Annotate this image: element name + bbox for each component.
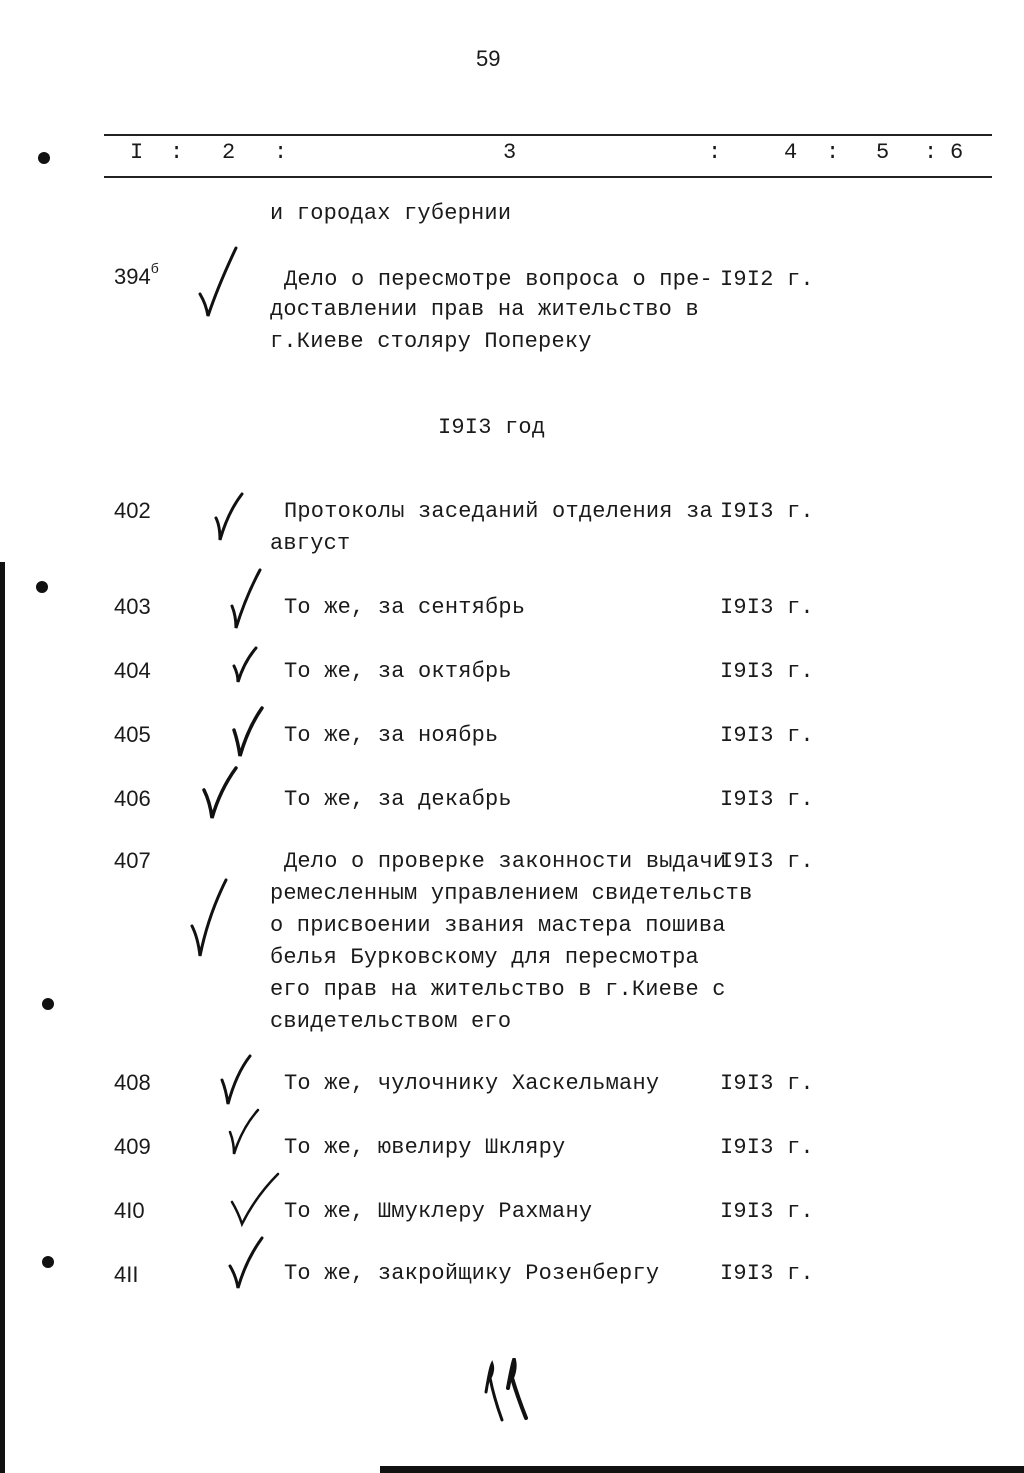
checkmark-icon: [196, 246, 240, 322]
entry-description: доставлении прав на жительство в: [270, 297, 699, 322]
column-4: 4: [784, 140, 798, 165]
scan-bottom-border: [380, 1466, 1024, 1473]
header-bottom-rule: [104, 176, 992, 178]
entry-number: 408: [114, 1070, 151, 1095]
entry-date: I9I3 г.: [720, 1071, 814, 1096]
entry-number: 402: [114, 498, 151, 523]
column-separator: :: [708, 140, 722, 165]
entry-description: Протоколы заседаний отделения за: [284, 499, 713, 524]
entry-number: 404: [114, 658, 151, 683]
checkmark-icon: [226, 1234, 266, 1292]
column-separator: :: [274, 140, 288, 165]
binding-hole: [36, 581, 48, 593]
entry-description: свидетельством его: [270, 1009, 512, 1034]
entry-number: 4II: [114, 1262, 139, 1287]
page-number: 59: [476, 46, 501, 71]
entry-number: $394^б$: [114, 260, 159, 289]
entry-description: Дело о пересмотре вопроса о пре-: [284, 267, 713, 292]
checkmark-icon: [186, 876, 232, 960]
checkmark-icon: [228, 566, 266, 632]
entry-description: То же, за октябрь: [284, 659, 512, 684]
column-6: 6: [950, 140, 964, 165]
entry-description: То же, чулочнику Хаскельману: [284, 1071, 660, 1096]
entry-number: 406: [114, 786, 151, 811]
entry-description: август: [270, 531, 351, 556]
entry-description: его прав на жительство в г.Киеве с: [270, 977, 726, 1002]
entry-date: I9I3 г.: [720, 499, 814, 524]
checkmark-icon: [230, 704, 266, 760]
binding-hole: [38, 152, 50, 164]
entry-description: белья Бурковскому для пересмотра: [270, 945, 699, 970]
continuation-text: и городах губернии: [270, 201, 512, 226]
checkmark-icon: [218, 1052, 254, 1108]
entry-date: I9I3 г.: [720, 849, 814, 874]
binding-hole: [42, 998, 54, 1010]
entry-date: I9I3 г.: [720, 1199, 814, 1224]
checkmark-icon: [212, 490, 246, 544]
entry-date: I9I3 г.: [720, 1261, 814, 1286]
entry-date: I9I3 г.: [720, 659, 814, 684]
entry-description: То же, закройщику Розенбергу: [284, 1261, 660, 1286]
entry-description: Дело о проверке законности выдачи: [284, 849, 727, 874]
section-title: I9I3 год: [438, 415, 546, 440]
checkmark-icon: [226, 1106, 262, 1158]
column-separator: :: [170, 140, 184, 165]
entry-description: То же, за сентябрь: [284, 595, 526, 620]
handwritten-mark-icon: [478, 1358, 538, 1428]
entry-description: То же, за ноябрь: [284, 723, 499, 748]
column-2: 2: [222, 140, 236, 165]
entry-description: То же, Шмуклеру Рахману: [284, 1199, 593, 1224]
entry-description: о присвоении звания мастера пошива: [270, 913, 726, 938]
checkmark-icon: [230, 644, 260, 686]
checkmark-icon: [228, 1170, 282, 1228]
entry-description: ремесленным управлением свидетельств: [270, 881, 753, 906]
header-top-rule: [104, 134, 992, 136]
binding-hole: [42, 1256, 54, 1268]
entry-number: 409: [114, 1134, 151, 1159]
entry-number: 403: [114, 594, 151, 619]
entry-description: г.Киеве столяру Поперeку: [270, 329, 592, 354]
entry-description: То же, за декабрь: [284, 787, 512, 812]
entry-date: I9I3 г.: [720, 1135, 814, 1160]
entry-date: I9I3 г.: [720, 595, 814, 620]
entry-date: I9I3 г.: [720, 787, 814, 812]
entry-date: I9I2 г.: [720, 267, 814, 292]
column-1: I: [130, 140, 144, 165]
scan-left-border: [0, 562, 5, 1473]
column-separator: :: [826, 140, 840, 165]
entry-date: I9I3 г.: [720, 723, 814, 748]
column-3: 3: [503, 140, 517, 165]
entry-number: 407: [114, 848, 151, 873]
entry-number: 405: [114, 722, 151, 747]
entry-number: 4I0: [114, 1198, 145, 1223]
checkmark-icon: [200, 764, 240, 822]
entry-description: То же, ювелиру Шкляру: [284, 1135, 566, 1160]
column-5: 5: [876, 140, 890, 165]
column-separator: :: [924, 140, 938, 165]
